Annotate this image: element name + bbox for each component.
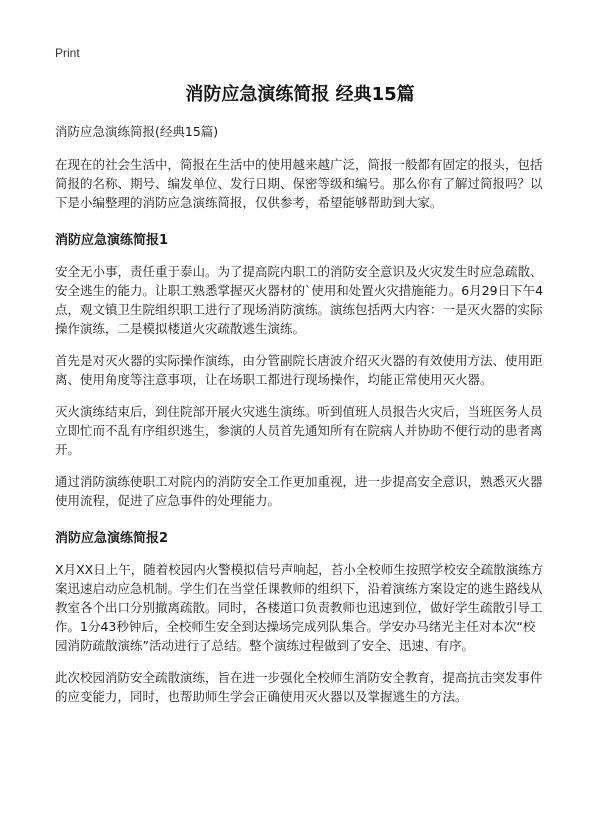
article-body — [55, 122, 545, 719]
intro-paragraph: 在现在的社会生活中，简报在生活中的使用越来越广泛，简报一般都有固定的报头，包括简报的名称、期号、编发单位、发行日期、保密等级和编号。那么你有了解过简报吗？以下是小编整理的消防应急演练简报，仅供参考，希望能够帮助到大家。 — [55, 157, 543, 210]
section-heading-2: 消防应急演练简报2 — [55, 531, 169, 546]
print-label[interactable]: Print — [55, 46, 80, 60]
section-2-paragraph: X月XX日上午，随着校园内火警模拟信号声响起，苔小全校师生按照学校安全疏散演练方案迅速启动应急机制。学生们在当堂任课教师的组织下，沿着演练方案设定的逃生路线从教室各个出口分别撤离疏散。同时，各楼道口负责教师也迅速到位，做好学生疏散引导工作。1分43秒钟后，全校师生安全到达操场完成列队集合。学安办马绪光主任对本次“校园消防疏散演练”活动进行了总结。整个演练过程做到了安全、迅速、有序。 — [55, 562, 544, 653]
page-title: 消防应急演练简报 经典15篇 — [185, 84, 415, 105]
section-2-paragraph: 此次校园消防安全疏散演练，旨在进一步强化全校师生消防安全教育，提高抗击突发事件的应变能力，同时，也帮助师生学会正确使用灭火器以及掌握逃生的方法。 — [55, 670, 543, 704]
section-heading-1: 消防应急演练简报1 — [55, 233, 169, 248]
section-1-paragraph: 安全无小事，责任重于泰山。为了提高院内职工的消防安全意识及火灾发生时应急疏散、安全逃生的能力。让职工熟悉掌握灭火器材的`使用和处置火灾措施能力。6月29日下午4点，观文镇卫生院组织职工进行了现场消防演练。演练包括两大内容：一是灭火器的实际操作演练，二是模拟楼道火灾疏散逃生演练。 — [55, 264, 544, 336]
document-subtitle: 消防应急演练简报(经典15篇) — [55, 124, 219, 139]
section-1-paragraph: 通过消防演练使职工对院内的消防安全工作更加重视，进一步提高安全意识，熟悉灭火器使用流程，促进了应急事件的处理能力。 — [55, 474, 543, 508]
section-1-paragraph: 灭火演练结束后，到住院部开展火灾逃生演练。听到值班人员报告火灾后，当班医务人员立即忙而不乱有序组织逃生，参演的人员首先通知所有在院病人并协助不便行动的患者离开。 — [55, 404, 543, 457]
section-1-paragraph: 首先是对灭火器的实际操作演练，由分管副院长唐波介绍灭火器的有效使用方法、使用距离、使用角度等注意事项，让在场职工都进行现场操作，均能正常使用灭火器。 — [55, 353, 543, 387]
